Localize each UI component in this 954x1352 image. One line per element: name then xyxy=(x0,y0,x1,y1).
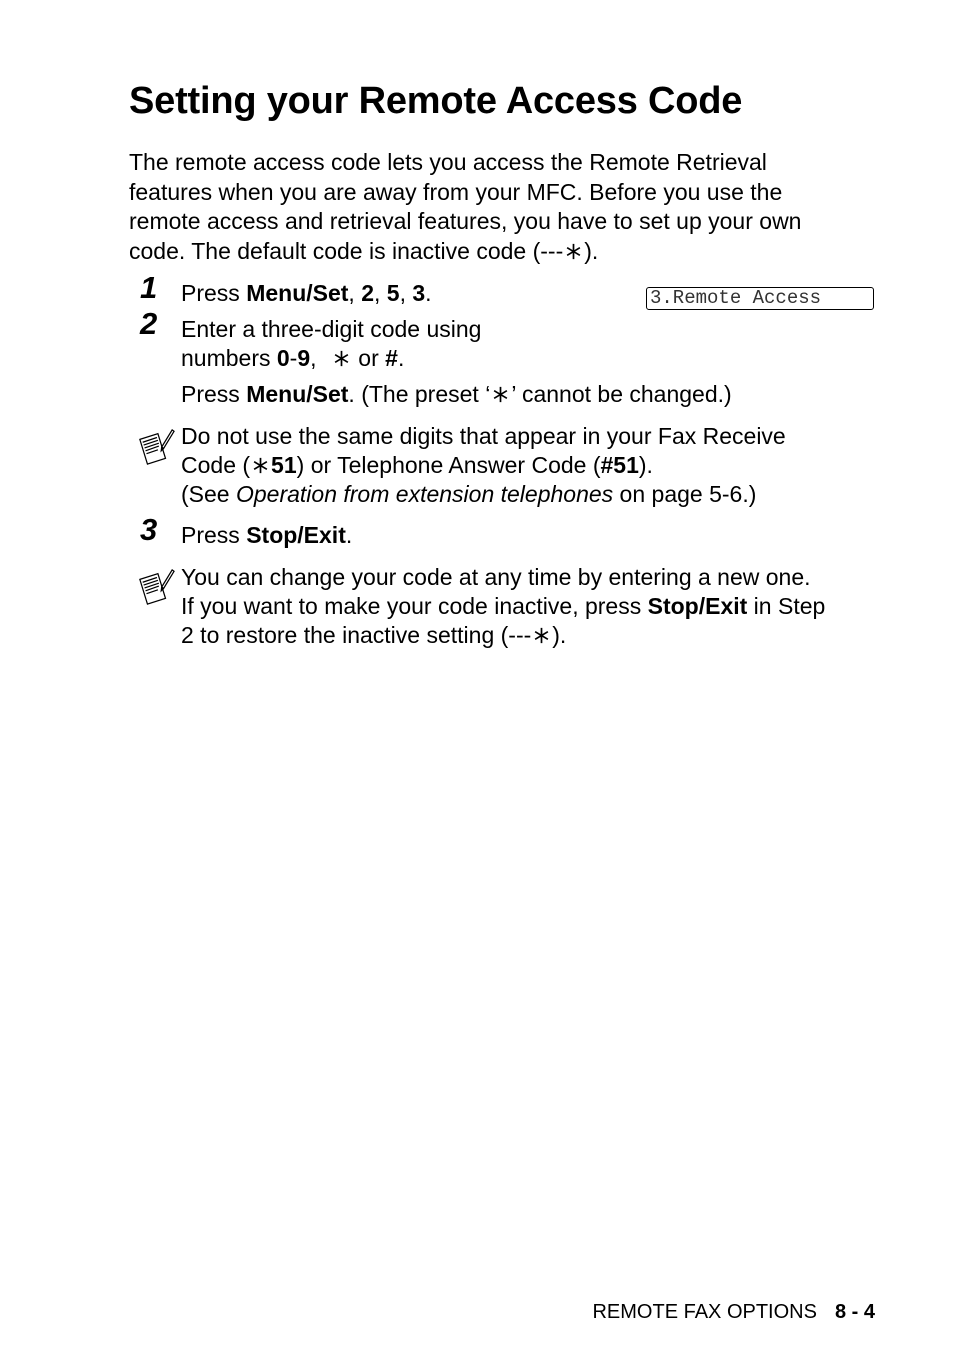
intro-text: code. The default code is inactive code (--- xyxy=(129,237,564,264)
step-text: Press xyxy=(181,381,247,407)
step-text: . xyxy=(397,345,405,371)
step2-instruction xyxy=(181,381,732,408)
key-menu-set: Menu/Set xyxy=(246,280,349,306)
lcd-display: 3.Remote Access xyxy=(646,287,874,310)
step-text: Press xyxy=(181,280,247,306)
step-text: ’ cannot be changed.) xyxy=(511,381,732,407)
note-text: If you want to make your code inactive, press xyxy=(181,593,648,619)
key-digit: 9 xyxy=(297,345,311,371)
footer-section: REMOTE FAX OPTIONS xyxy=(592,1301,817,1323)
key-menu-set: Menu/Set xyxy=(246,381,349,407)
step-text: . (The preset ‘ xyxy=(348,381,491,407)
step-number: 2 xyxy=(140,306,158,341)
star-key-icon xyxy=(533,627,550,644)
note-pencil-icon xyxy=(137,568,175,606)
key-digit: 5 xyxy=(386,280,400,306)
note-text: in Step xyxy=(747,593,826,619)
page-title: Setting your Remote Access Code xyxy=(129,80,743,122)
page-number: 8 - 4 xyxy=(834,1301,875,1323)
star-key-icon xyxy=(565,243,582,260)
star-key-icon xyxy=(252,457,269,474)
note-text: Code ( xyxy=(181,452,251,478)
intro-text: ). xyxy=(584,237,599,264)
intro-line: remote access and retrieval features, you have to set up your own xyxy=(129,208,802,234)
note1-line xyxy=(181,481,756,508)
telephone-answer-code: #51 xyxy=(600,452,639,478)
intro-paragraph xyxy=(129,148,889,266)
step-text: or xyxy=(351,345,386,371)
step-text: - xyxy=(289,345,298,371)
step-text: , xyxy=(348,280,362,306)
intro-line xyxy=(129,237,889,267)
cross-reference: Operation from extension telephones xyxy=(235,481,614,507)
note-text: ) or Telephone Answer Code ( xyxy=(296,452,601,478)
step2-instruction xyxy=(181,345,404,372)
note-text: ). xyxy=(638,452,653,478)
note-text: (See xyxy=(181,481,236,507)
intro-line: The remote access code lets you access the Remote Retrieval xyxy=(129,149,767,175)
step-number: 1 xyxy=(140,270,158,305)
step-text: , xyxy=(374,280,387,306)
note2-line xyxy=(181,593,825,620)
note1-line xyxy=(181,452,653,479)
page-footer xyxy=(592,1301,875,1324)
key-hash: # xyxy=(385,345,398,371)
step-number: 3 xyxy=(140,512,158,547)
star-key-icon xyxy=(492,386,509,403)
key-digit: 2 xyxy=(361,280,374,306)
note2-line xyxy=(181,622,566,649)
note-text: on page 5-6.) xyxy=(613,481,757,507)
step-text: , xyxy=(310,345,317,371)
step3-instruction xyxy=(181,522,352,549)
key-digit: 3 xyxy=(412,280,426,306)
step-text: . xyxy=(345,522,353,548)
note1-line: Do not use the same digits that appear in your Fax Receive xyxy=(181,423,786,449)
step1-instruction xyxy=(181,280,432,307)
key-digit: 0 xyxy=(276,345,290,371)
step-text: . xyxy=(425,280,432,306)
note-text: ). xyxy=(552,622,567,648)
note2-line: You can change your code at any time by entering a new one. xyxy=(181,564,811,590)
step2-instruction: Enter a three-digit code using xyxy=(181,316,482,342)
fax-receive-code: 51 xyxy=(271,452,297,478)
note-pencil-icon xyxy=(137,428,175,466)
step-text: Press xyxy=(181,522,247,548)
step-text: numbers xyxy=(181,345,277,371)
key-stop-exit: Stop/Exit xyxy=(647,593,748,619)
star-key-icon xyxy=(333,350,350,367)
intro-line: features when you are away from your MFC. Before you use the xyxy=(129,178,783,205)
note-text: 2 to restore the inactive setting (--- xyxy=(181,622,532,648)
step-text: , xyxy=(399,280,413,306)
key-stop-exit: Stop/Exit xyxy=(246,522,346,548)
